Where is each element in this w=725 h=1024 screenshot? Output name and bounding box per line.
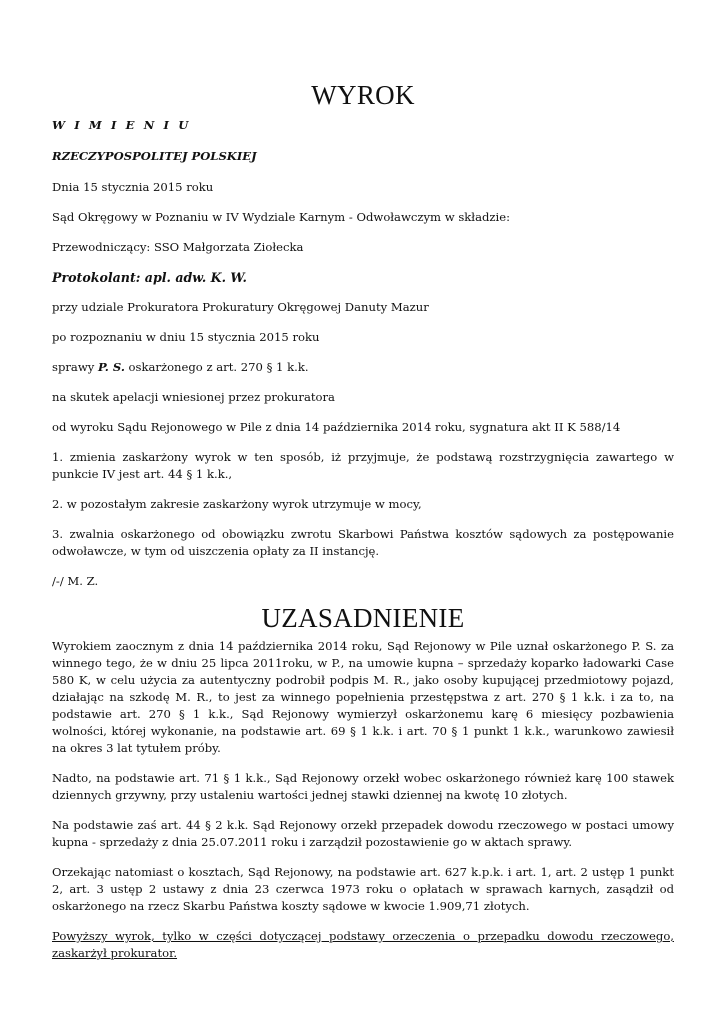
justification-paragraph: Nadto, na podstawie art. 71 § 1 k.k., Sąd Rejonowy orzekł wobec oskarżonego również karę 100 stawek dziennych grzywny, przy ustaleniu wartości jednej stawki dziennej na kwotę 10 złotych.: [52, 771, 674, 802]
judgment-date: Dnia 15 stycznia 2015 roku: [52, 180, 214, 194]
court-clerk: Protokolant: apl. adw. K. W.: [52, 270, 247, 285]
header-republic: RZECZYPOSPOLITEJ POLSKIEJ: [52, 149, 257, 163]
justification-paragraph: Orzekając natomiast o kosztach, Sąd Rejonowy, na podstawie art. 627 k.p.k. i art. 1, art. 2 ustęp 1 punkt 2, art. 3 ustęp 2 ustawy z dnia 23 czerwca 1973 roku o opłatach w sprawach karnych, zasądził od oskarżonego na rzecz Skarbu Państwa koszty sądowe w kwocie 1.909,71 złotych.: [52, 865, 674, 913]
justification-paragraph: Na podstawie zaś art. 44 § 2 k.k. Sąd Rejonowy orzekł przepadek dowodu rzeczowego w postaci umowy kupna - sprzedaży z dnia 25.07.2011 roku i zarządził pozostawienie go w aktach sprawy.: [52, 818, 674, 849]
lower-court-judgment: od wyroku Sądu Rejonowego w Pile z dnia 14 października 2014 roku, sygnatura akt II K 588/14: [52, 420, 621, 434]
court-composition: Sąd Okręgowy w Poznaniu w IV Wydziale Karnym - Odwoławczym w składzie:: [52, 210, 510, 224]
document-page: [52, 80, 674, 975]
case-prefix: sprawy: [52, 360, 98, 374]
justification-paragraph: Wyrokiem zaocznym z dnia 14 października 2014 roku, Sąd Rejonowy w Pile uznał oskarżonego P. S. za winnego tego, że w dniu 25 lipca 2011roku, w P., na umowie kupna – sprzedaży koparko ładowarki Case 580 K, w celu użycia za autentyczny podrobił podpis M. R., jako osoby kupującej przedmiotowy pojazd, działając na szkodę M. R., to jest za winnego popełnienia przestępstwa z art. 270 § 1 k.k. i za to, na podstawie art. 270 § 1 k.k., Sąd Rejonowy wymierzył oskarżonemu karę 6 miesięcy pozbawienia wolności, której wykonanie, na podstawie art. 69 § 1 k.k. i art. 70 § 1 punkt 1 k.k., warunkowo zawiesił na okres 3 lat tytułem próby.: [52, 639, 674, 755]
prosecutor-line: przy udziale Prokuratora Prokuratury Okręgowej Danuty Mazur: [52, 300, 429, 314]
case-line: [52, 359, 674, 376]
hearing-date: po rozpoznaniu w dniu 15 stycznia 2015 roku: [52, 330, 320, 344]
justification-title: UZASADNIENIE: [261, 603, 465, 633]
header-in-the-name: W I M I E N I U: [52, 118, 191, 132]
justification-paragraph: Powyższy wyrok, tylko w części dotyczącej podstawy orzeczenia o przepadku dowodu rzeczowego, zaskarżył prokurator.: [52, 929, 674, 960]
presiding-judge: Przewodniczący: SSO Małgorzata Ziołecka: [52, 240, 304, 254]
ruling-item: 2. w pozostałym zakresie zaskarżony wyrok utrzymuje w mocy,: [52, 497, 422, 511]
ruling-item: 3. zwalnia oskarżonego od obowiązku zwrotu Skarbowi Państwa kosztów sądowych za postępowanie odwoławcze, w tym od uiszczenia opłaty za II instancję.: [52, 527, 674, 558]
signature: /-/ M. Z.: [52, 574, 99, 588]
appeal-line: na skutek apelacji wniesionej przez prokuratora: [52, 390, 335, 404]
defendant-name: P. S.: [98, 360, 125, 374]
document-title: WYROK: [311, 80, 415, 110]
case-charge: oskarżonego z art. 270 § 1 k.k.: [124, 360, 309, 374]
ruling-item: 1. zmienia zaskarżony wyrok w ten sposób, iż przyjmuje, że podstawą rozstrzygnięcia zawartego w punkcie IV jest art. 44 § 1 k.k.,: [52, 450, 674, 481]
